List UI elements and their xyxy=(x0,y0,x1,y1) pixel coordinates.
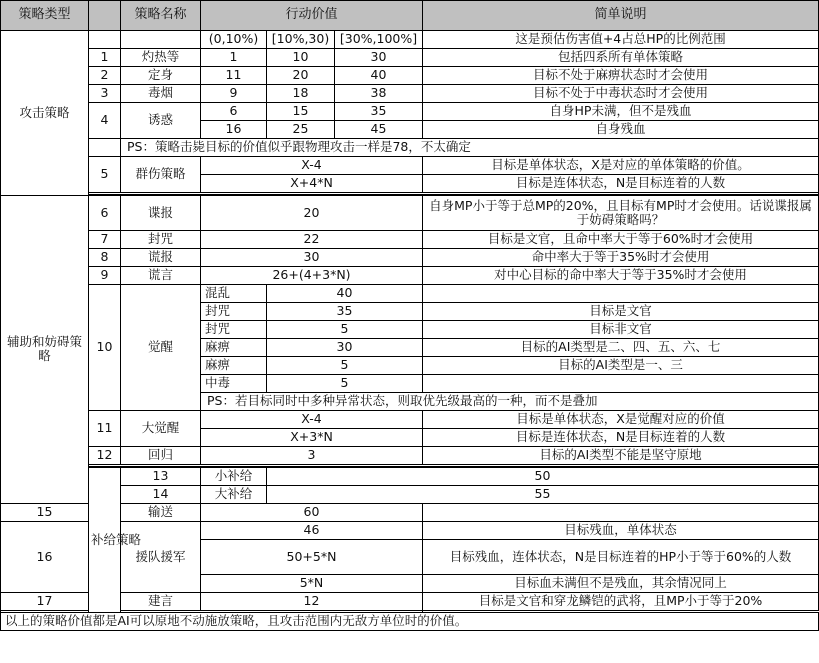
row-number: 12 xyxy=(89,447,121,465)
header-number xyxy=(89,1,121,31)
value: 46 xyxy=(201,522,423,540)
range-desc: 这是预估伤害值+4占总HP的比例范围 xyxy=(423,31,819,49)
strategy-name: 谎言 xyxy=(121,267,201,285)
range-low: (0,10%) xyxy=(201,31,267,49)
description: 包括四系所有单体策略 xyxy=(423,49,819,67)
description: 自身HP未满，但不是残血 xyxy=(423,103,819,121)
row-number: 1 xyxy=(89,49,121,67)
row-number: 2 xyxy=(89,67,121,85)
value-high: 45 xyxy=(335,121,423,139)
value: X-4 xyxy=(201,411,423,429)
description: 目标非文官 xyxy=(423,321,819,339)
value: 22 xyxy=(201,231,423,249)
description: 目标的AI类型是一、三 xyxy=(423,357,819,375)
row-number: 11 xyxy=(89,411,121,447)
row-number: 15 xyxy=(1,504,89,522)
row-number: 7 xyxy=(89,231,121,249)
row-number: 9 xyxy=(89,267,121,285)
value-mid: 15 xyxy=(267,103,335,121)
table-row xyxy=(1,31,819,49)
row-number: 16 xyxy=(1,522,89,593)
value-low: 6 xyxy=(201,103,267,121)
table-row xyxy=(1,467,819,486)
description: 目标是单体状态，X是对应的单体策略的价值。 xyxy=(423,157,819,175)
value-high: 30 xyxy=(335,49,423,67)
row-number: 6 xyxy=(89,195,121,231)
value: 55 xyxy=(267,486,819,504)
status-label: 麻痹 xyxy=(201,339,267,357)
table-cell xyxy=(121,31,201,49)
value: 26+(4+3*N) xyxy=(201,267,423,285)
strategy-name: 灼热等 xyxy=(121,49,201,67)
value: 5 xyxy=(267,357,423,375)
strategy-name: 封咒 xyxy=(121,231,201,249)
attack-ps-note: PS：策略击毙目标的价值似乎跟物理攻击一样是78，不太确定 xyxy=(121,139,819,157)
description: 目标残血，单体状态 xyxy=(423,522,819,540)
description: 目标血未满但不是残血，其余情况同上 xyxy=(423,575,819,593)
value: X-4 xyxy=(201,157,423,175)
status-label: 中毒 xyxy=(201,375,267,393)
status-label: 封咒 xyxy=(201,303,267,321)
strategy-name: 大觉醒 xyxy=(121,411,201,447)
description: 自身MP小于等于总MP的20%，且目标有MP时才会使用。话说谍报属于妨碍策略吗？ xyxy=(423,195,819,231)
category-support: 辅助和妨碍策略 xyxy=(1,195,89,504)
description: 自身残血 xyxy=(423,121,819,139)
strategy-name: 回归 xyxy=(121,447,201,465)
description: 目标是单体状态，X是觉醒对应的价值 xyxy=(423,411,819,429)
value: 5*N xyxy=(201,575,423,593)
row-number: 5 xyxy=(89,157,121,193)
table-row xyxy=(1,285,819,303)
status-label: 封咒 xyxy=(201,321,267,339)
table-row xyxy=(1,195,819,231)
value-high: 40 xyxy=(335,67,423,85)
strategy-name: 援队援军 xyxy=(121,522,201,593)
strategy-name: 小补给 xyxy=(201,467,267,486)
table-row xyxy=(1,486,819,504)
value: 60 xyxy=(201,504,423,522)
range-mid: [10%,30) xyxy=(267,31,335,49)
table-row xyxy=(1,231,819,249)
value-low: 9 xyxy=(201,85,267,103)
row-number: 14 xyxy=(121,486,201,504)
value: 20 xyxy=(201,195,423,231)
range-high: [30%,100%] xyxy=(335,31,423,49)
value-mid: 18 xyxy=(267,85,335,103)
strategy-name: 大补给 xyxy=(201,486,267,504)
table-row xyxy=(1,249,819,267)
table-row xyxy=(1,157,819,175)
strategy-name: 觉醒 xyxy=(121,285,201,411)
value: 35 xyxy=(267,303,423,321)
value: X+4*N xyxy=(201,175,423,193)
description: 目标残血，连体状态，N是目标连着的HP小于等于60%的人数 xyxy=(423,540,819,575)
value: 50+5*N xyxy=(201,540,423,575)
value-high: 38 xyxy=(335,85,423,103)
table-row xyxy=(1,504,819,522)
table-row xyxy=(1,49,819,67)
row-number: 4 xyxy=(89,103,121,139)
header-desc: 简单说明 xyxy=(423,1,819,31)
table-cell xyxy=(89,139,121,157)
description: 目标不处于麻痹状态时才会使用 xyxy=(423,67,819,85)
description: 目标不处于中毒状态时才会使用 xyxy=(423,85,819,103)
value-low: 11 xyxy=(201,67,267,85)
strategy-name: 群伤策略 xyxy=(121,157,201,193)
value-high: 35 xyxy=(335,103,423,121)
status-label: 麻痹 xyxy=(201,357,267,375)
value-mid: 10 xyxy=(267,49,335,67)
description: 目标的AI类型是二、四、五、六、七 xyxy=(423,339,819,357)
strategy-name: 谎报 xyxy=(121,249,201,267)
table-row xyxy=(1,103,819,121)
table-row xyxy=(1,139,819,157)
value: 5 xyxy=(267,321,423,339)
header-value: 行动价值 xyxy=(201,1,423,31)
value: 30 xyxy=(267,339,423,357)
footer-row xyxy=(1,613,819,631)
description: 对中心目标的命中率大于等于35%时才会使用 xyxy=(423,267,819,285)
description: 目标是文官 xyxy=(423,303,819,321)
table-row xyxy=(1,593,819,611)
value-mid: 20 xyxy=(267,67,335,85)
header-row xyxy=(1,1,819,31)
value: 40 xyxy=(267,285,423,303)
row-number: 8 xyxy=(89,249,121,267)
row-number: 10 xyxy=(89,285,121,411)
description: 目标是连体状态，N是目标连着的人数 xyxy=(423,429,819,447)
strategy-name: 毒烟 xyxy=(121,85,201,103)
header-name: 策略名称 xyxy=(121,1,201,31)
value-low: 16 xyxy=(201,121,267,139)
description xyxy=(423,285,819,303)
description: 目标是文官和穿龙鳞铠的武将，且MP小于等于20% xyxy=(423,593,819,611)
value: 12 xyxy=(201,593,423,611)
value: 3 xyxy=(201,447,423,465)
table-row xyxy=(1,411,819,429)
row-number: 3 xyxy=(89,85,121,103)
strategy-name: 谍报 xyxy=(121,195,201,231)
footer-note: 以上的策略价值都是AI可以原地不动施放策略，且攻击范围内无敌方单位时的价值。 xyxy=(1,613,819,631)
description: 目标是连体状态，N是目标连着的人数 xyxy=(423,175,819,193)
table-cell xyxy=(89,31,121,49)
table-row xyxy=(1,67,819,85)
value-low: 1 xyxy=(201,49,267,67)
description xyxy=(423,375,819,393)
value: 30 xyxy=(201,249,423,267)
header-type: 策略类型 xyxy=(1,1,89,31)
value: X+3*N xyxy=(201,429,423,447)
category-attack: 攻击策略 xyxy=(1,31,89,196)
awaken-ps-note: PS：若目标同时中多种异常状态，则取优先级最高的一种，而不是叠加 xyxy=(201,393,819,411)
table-row xyxy=(1,447,819,465)
category-supply: 补给策略 xyxy=(89,467,121,613)
strategy-name: 建言 xyxy=(121,593,201,611)
row-number: 13 xyxy=(121,467,201,486)
description: 目标的AI类型不能是坚守原地 xyxy=(423,447,819,465)
description: 目标是文官，且命中率大于等于60%时才会使用 xyxy=(423,231,819,249)
strategy-name: 输送 xyxy=(121,504,201,522)
table-row xyxy=(1,267,819,285)
value: 50 xyxy=(267,467,819,486)
row-number: 17 xyxy=(1,593,89,611)
table-row xyxy=(1,85,819,103)
strategy-name: 诱惑 xyxy=(121,103,201,139)
value: 5 xyxy=(267,375,423,393)
status-label: 混乱 xyxy=(201,285,267,303)
value-mid: 25 xyxy=(267,121,335,139)
description: 命中率大于等于35%时才会使用 xyxy=(423,249,819,267)
strategy-name: 定身 xyxy=(121,67,201,85)
